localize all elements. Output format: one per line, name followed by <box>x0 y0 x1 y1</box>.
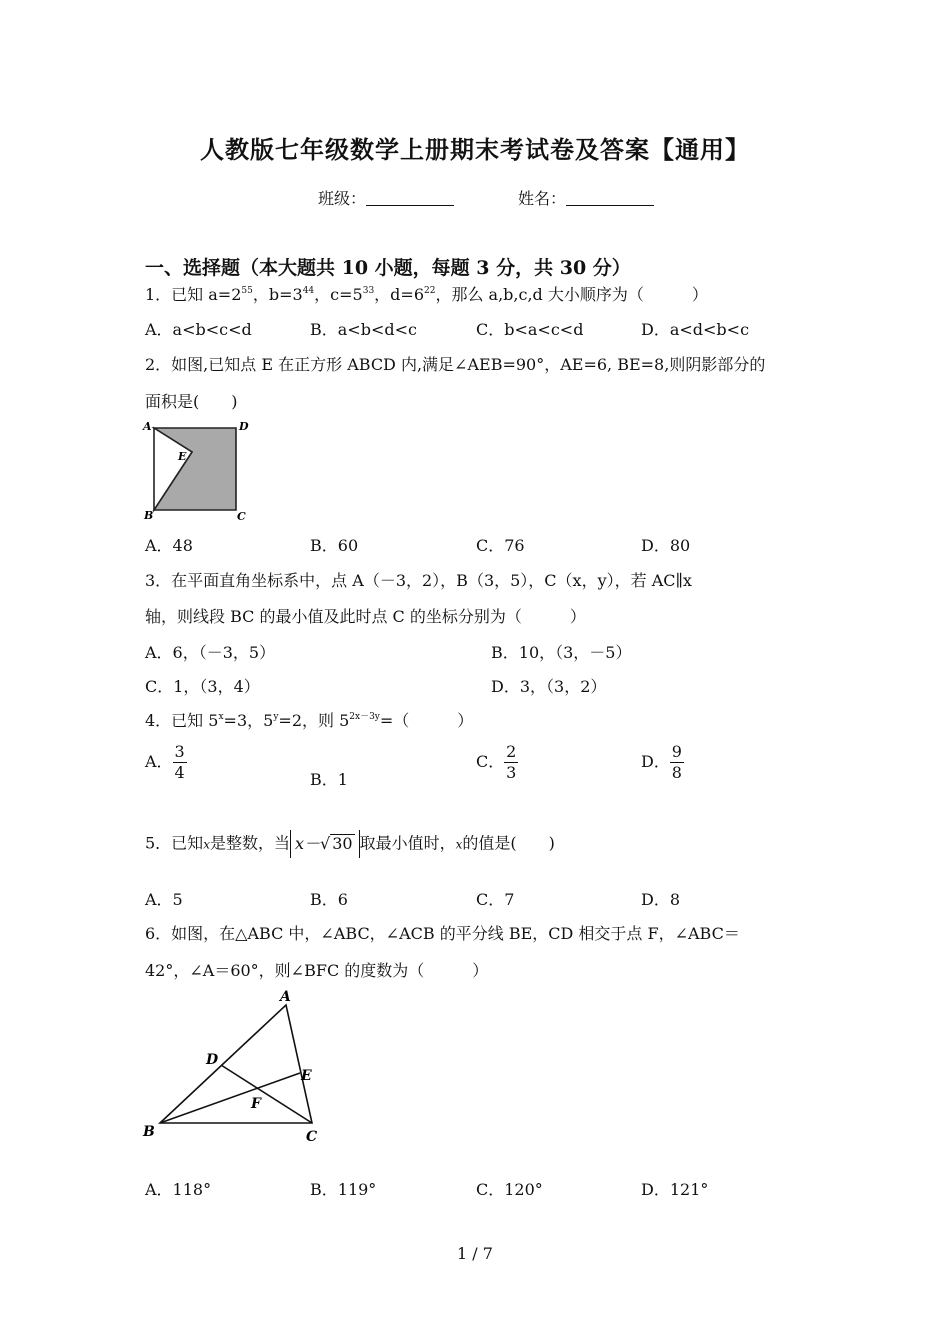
q1-option-d[interactable]: D．a<d<b<c <box>641 320 750 339</box>
q2-option-c[interactable]: C．76 <box>476 536 525 555</box>
square-figure <box>140 418 255 526</box>
option-letter: B． <box>310 770 338 789</box>
question-2-line-2: 面积是( ) <box>145 392 238 411</box>
q2-option-a[interactable]: A．48 <box>145 536 193 555</box>
q6-option-c[interactable]: C．120° <box>476 1180 543 1199</box>
bisector-be <box>160 1073 300 1123</box>
label-a: A <box>280 989 291 1005</box>
q5-text: 取最小值时， <box>359 833 456 853</box>
numerator: 9 <box>671 742 682 761</box>
q3-option-c[interactable]: C．1，（3，4） <box>145 677 260 696</box>
absolute-value-expression: x－√ 30 <box>290 830 360 858</box>
question-3-line-2: 轴，则线段 BC 的最小值及此时点 C 的坐标分别为（ ） <box>145 607 586 626</box>
q4-option-a[interactable] <box>145 742 187 783</box>
q2-option-d[interactable]: D．80 <box>641 536 691 555</box>
q1-option-a[interactable]: A．a<b<c<d <box>145 320 252 339</box>
q4-text: 4．已知 5 <box>145 711 219 730</box>
abs-inner: x－ <box>294 834 321 853</box>
option-letter: C． <box>476 752 505 771</box>
option-letter: A． <box>145 752 173 771</box>
q6-option-d[interactable]: D．121° <box>641 1180 709 1199</box>
q4-exp: y <box>273 712 279 722</box>
q5-variable: x <box>455 837 463 852</box>
q5-option-a[interactable]: A．5 <box>145 890 183 909</box>
q1-exp: 33 <box>362 286 375 296</box>
denominator: 8 <box>671 763 682 782</box>
triangle-figure <box>138 985 328 1147</box>
label-f: F <box>251 1096 261 1112</box>
q3-option-d[interactable]: D．3，（3，2） <box>491 677 607 696</box>
q5-option-b[interactable]: B．6 <box>310 890 348 909</box>
q4-text: =（ ） <box>379 711 474 730</box>
q5-text: 是整数，当 <box>209 833 290 853</box>
triangle-abc <box>160 1005 312 1123</box>
question-1 <box>145 282 708 305</box>
q1-exp: 55 <box>241 286 253 296</box>
q1-option-c[interactable]: C．b<a<c<d <box>476 320 584 339</box>
label-a: A <box>143 420 152 433</box>
q4-exp: 2x－3y <box>349 712 380 722</box>
page-number: 1 / 7 <box>457 1244 493 1263</box>
question-5 <box>145 830 555 858</box>
q5-text: 5．已知 <box>145 833 204 853</box>
q1-option-b[interactable]: B．a<b<d<c <box>310 320 417 339</box>
label-d: D <box>239 420 249 433</box>
option-value: 1 <box>337 770 348 789</box>
name-blank[interactable] <box>566 191 654 206</box>
q4-text: =3，5 <box>223 711 274 730</box>
name-field <box>518 186 654 209</box>
q1-text: ，c=5 <box>314 285 363 304</box>
q5-text: 的值是( ) <box>462 833 555 853</box>
name-label: 姓名： <box>518 189 567 208</box>
q5-option-d[interactable]: D．8 <box>641 890 681 909</box>
fraction <box>173 742 187 783</box>
q4-exp: x <box>218 712 224 722</box>
label-d: D <box>206 1052 219 1068</box>
q1-text: ，那么 a,b,c,d 大小顺序为（ ） <box>435 285 708 304</box>
class-label: 班级： <box>318 189 367 208</box>
q3-option-b[interactable]: B．10，（3，－5） <box>491 643 632 662</box>
label-c: C <box>306 1129 318 1145</box>
q4-text: =2，则 5 <box>278 711 350 730</box>
question-4 <box>145 708 473 731</box>
q4-option-d[interactable] <box>641 742 684 783</box>
fraction <box>670 742 684 783</box>
q4-option-b[interactable] <box>310 767 348 790</box>
label-e: E <box>178 450 187 463</box>
q1-text: ，b=3 <box>252 285 303 304</box>
denominator: 3 <box>506 763 517 782</box>
label-c: C <box>237 510 246 523</box>
q5-variable: x <box>203 837 210 852</box>
question-2-line-1: 2．如图,已知点 E 在正方形 ABCD 内,满足∠AEB=90°，AE=6, BE=8,则阴影部分的 <box>145 355 766 374</box>
numerator: 2 <box>506 742 517 761</box>
question-6-line-2: 42°，∠A＝60°，则∠BFC 的度数为（ ） <box>145 961 489 980</box>
denominator: 4 <box>174 763 185 782</box>
sqrt-radicand: 30 <box>332 834 353 853</box>
class-blank[interactable] <box>366 191 454 206</box>
section-heading: 一、选择题（本大题共 10 小题，每题 3 分，共 30 分） <box>145 257 631 279</box>
fraction <box>504 742 518 783</box>
class-field <box>318 186 454 209</box>
q2-option-b[interactable]: B．60 <box>310 536 359 555</box>
q5-option-c[interactable]: C．7 <box>476 890 515 909</box>
q1-text: ，d=6 <box>374 285 425 304</box>
option-letter: D． <box>641 752 670 771</box>
q1-exp: 44 <box>302 286 315 296</box>
label-b: B <box>144 509 154 522</box>
label-e: E <box>301 1068 312 1084</box>
q6-option-b[interactable]: B．119° <box>310 1180 377 1199</box>
label-b: B <box>143 1124 155 1140</box>
q3-option-a[interactable]: A．6，（－3，5） <box>145 643 276 662</box>
q1-text: 1．已知 a=2 <box>145 285 242 304</box>
page-title: 人教版七年级数学上册期末考试卷及答案【通用】 <box>200 135 750 164</box>
question-6-line-1: 6．如图，在△ABC 中，∠ABC，∠ACB 的平分线 BE，CD 相交于点 F，∠ABC＝ <box>145 924 740 943</box>
q4-option-c[interactable] <box>476 742 518 783</box>
q6-option-a[interactable]: A．118° <box>145 1180 212 1199</box>
question-3-line-1: 3．在平面直角坐标系中，点 A（－3，2），B（3，5），C（x，y），若 AC∥x <box>145 571 692 590</box>
q1-exp: 22 <box>424 286 436 296</box>
numerator: 3 <box>174 742 185 761</box>
